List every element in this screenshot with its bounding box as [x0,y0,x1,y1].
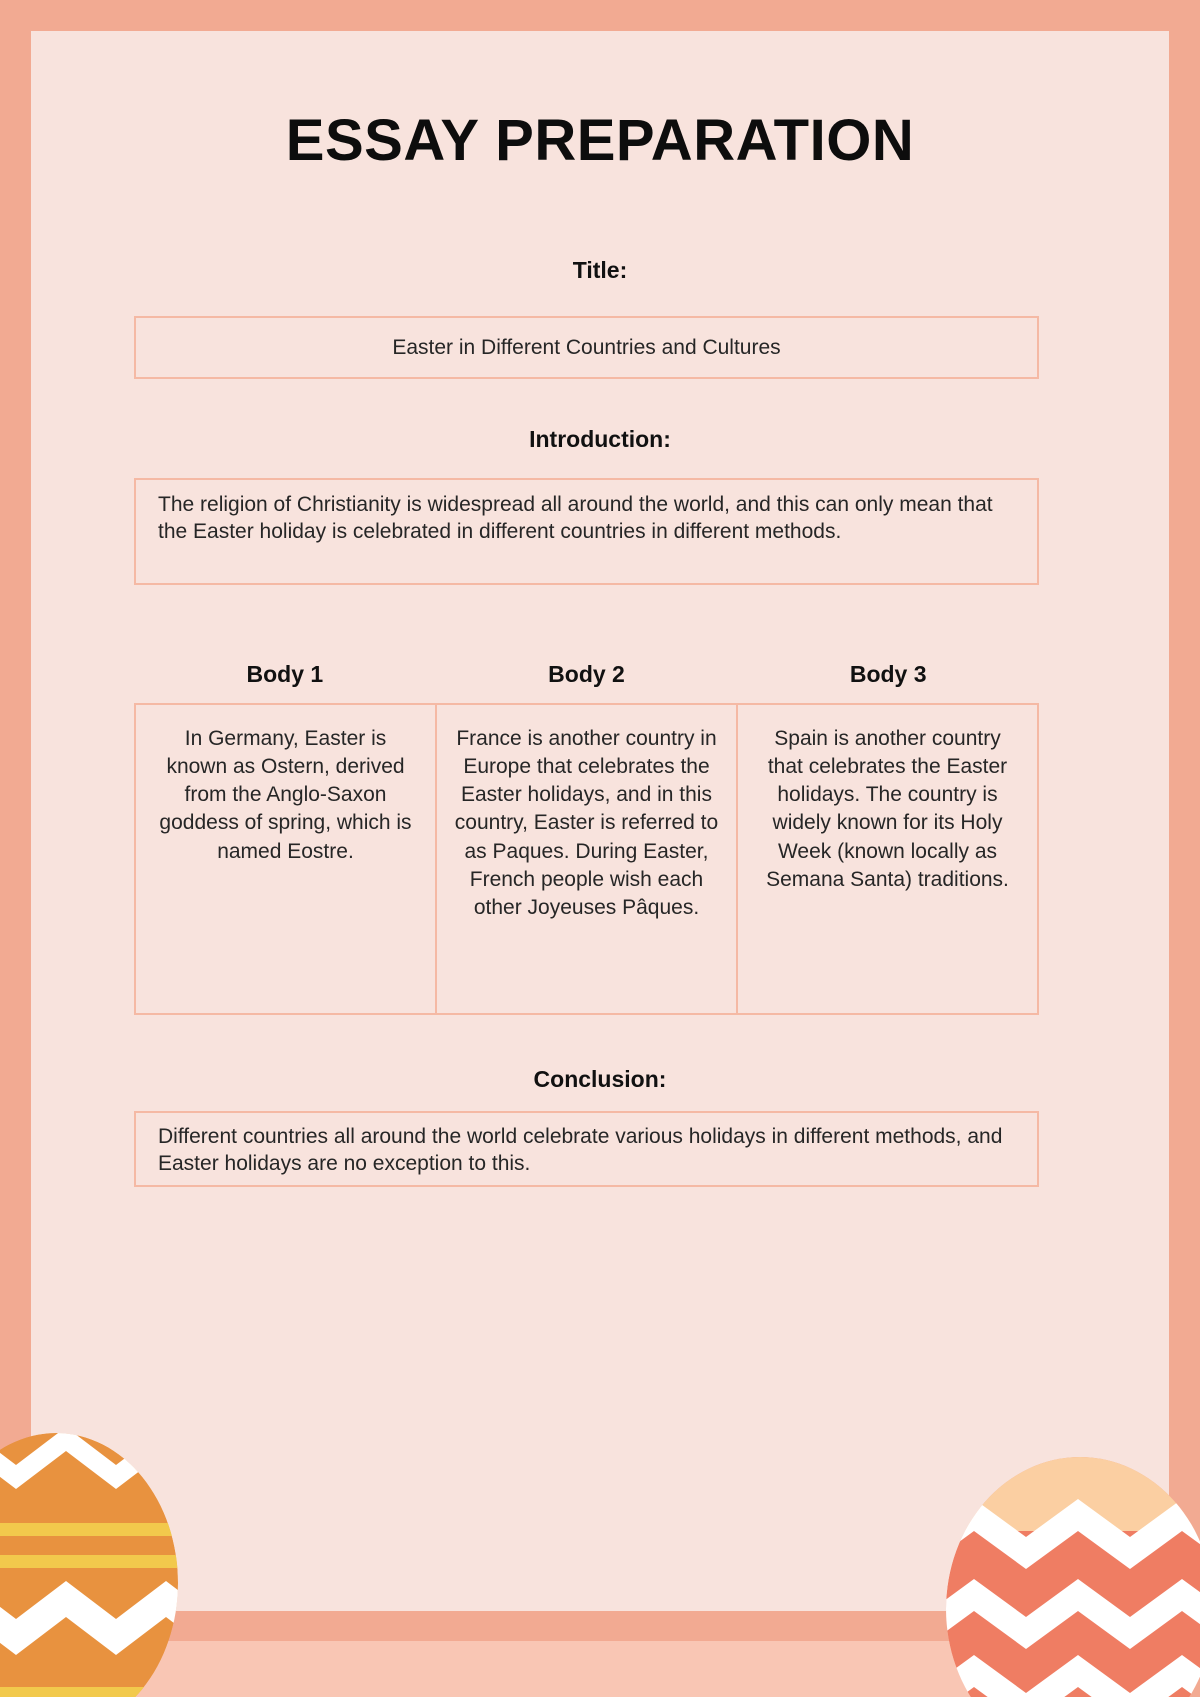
conclusion-field-label: Conclusion: [533,1066,667,1092]
body-2-cell[interactable] [435,703,738,1015]
body-3-value: Spain is another country that celebrates the Easter holidays. The country is widely known for its Holy Week (known locally as Semana Santa) traditions. [766,727,1009,891]
body-1-value: In Germany, Easter is known as Ostern, derived from the Anglo-Saxon goddess of spring, which is named Eostre. [159,727,412,863]
body-columns-row [134,703,1039,1015]
body-3-label: Body 3 [849,661,927,687]
body-1-label: Body 1 [246,661,324,687]
introduction-field-label: Introduction: [529,426,671,452]
body-2-value: France is another country in Europe that celebrates the Easter holidays, and in this country, Easter is referred to as Paques. During Easter, French people wish each other Joyeuses Pâques. [454,727,719,919]
body-3-cell[interactable] [736,703,1039,1015]
title-field-label: Title: [572,257,628,283]
page-title: ESSAY PREPARATION [285,108,915,173]
easter-egg-left-icon [0,1403,202,1697]
conclusion-field-value: Different countries all around the world celebrate various holidays in different methods, and Easter holidays are no exception to this. [158,1125,1003,1175]
body-2-label: Body 2 [548,661,625,687]
introduction-field-box[interactable] [134,478,1039,585]
conclusion-field-box[interactable] [134,1111,1039,1187]
title-field-value: Easter in Different Countries and Cultures [392,335,781,359]
body-1-cell[interactable] [134,703,437,1015]
easter-egg-right-icon [912,1441,1200,1697]
introduction-field-value: The religion of Christianity is widespread all around the world, and this can only mean that the Easter holiday is celebrated in different countries in different methods. [158,493,993,543]
title-field-box[interactable] [134,316,1039,379]
document-panel [31,31,1169,1611]
body-column-headers [134,661,1039,688]
